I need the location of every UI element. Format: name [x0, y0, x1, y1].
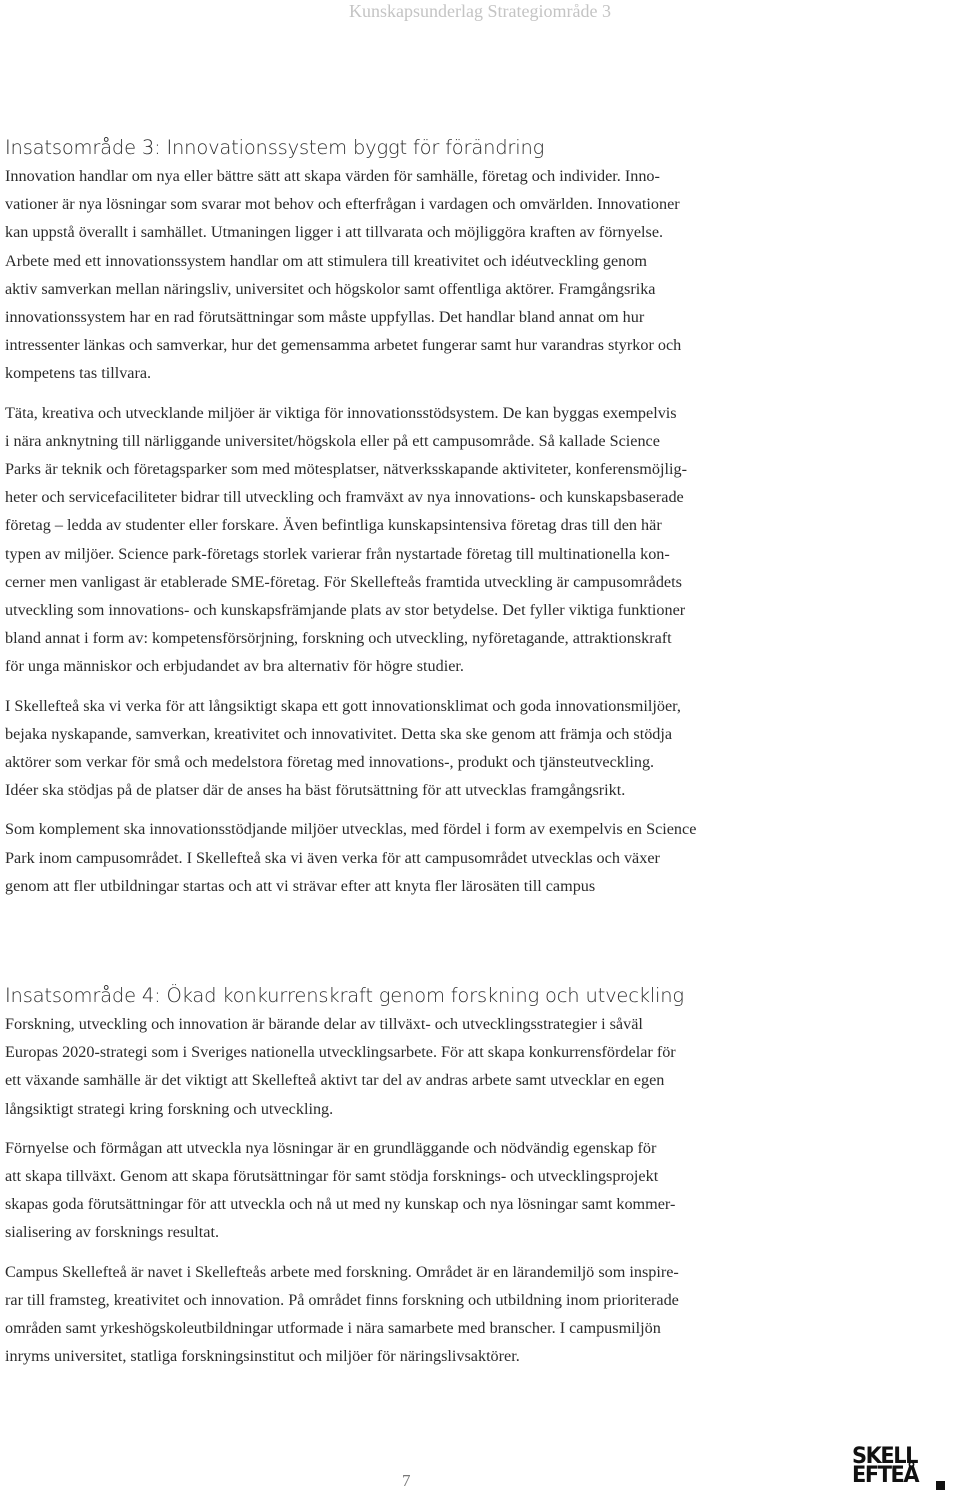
text-line: Europas 2020-strategi som i Sveriges nationella utvecklingsarbete. För att skapa konkurrensfördelar för	[5, 1043, 676, 1062]
body-paragraph	[5, 1258, 795, 1371]
text-line: Forskning, utveckling och innovation är bärande delar av tillväxt- och utvecklingsstrategier i såväl	[5, 1015, 643, 1033]
text-line: sialisering av forsknings resultat.	[5, 1223, 219, 1242]
text-line: heter och servicefaciliteter bidrar till utveckling och framväxt av nya innovations- och kunskapsbaserade	[5, 488, 684, 507]
logo-text-line-2: EFTEÅ	[852, 1463, 919, 1488]
text-line: typen av miljöer. Science park-företags storlek varierar från nystartade företag till multinationella kon-	[5, 544, 670, 563]
text-line: kompetens tas tillvara.	[5, 364, 152, 383]
text-line: cerner men vanligast är etablerade SME-företag. För Skellefteås framtida utveckling är campusområdets	[5, 572, 682, 591]
text-line: rar till framsteg, kreativitet och innovation. På området finns forskning och utbildning inom prioriterade	[5, 1290, 679, 1309]
text-line: Campus Skellefteå är navet i Skellefteås arbete med forskning. Området är en lärandemiljö som inspire-	[5, 1262, 679, 1281]
text-line: bejaka nyskapande, samverkan, kreativitet och innovativitet. Detta ska ske genom att främja och stödja	[5, 724, 673, 743]
text-line: skapas goda förutsättningar för att utveckla och nå ut med ny kunskap och nya lösningar samt kommer-	[5, 1195, 676, 1214]
text-line: Som komplement ska innovationsstödjande miljöer utvecklas, med fördel i form av exempelvis en Science	[5, 820, 697, 839]
text-line: utveckling som innovations- och kunskapsfrämjande plats av stor betydelse. Det fyller viktiga funktioner	[5, 601, 686, 620]
text-line: för unga människor och erbjudandet av bra alternativ för högre studier.	[5, 657, 464, 676]
text-line: intressenter länkas och samverkar, hur det gemensamma arbetet fungerar samt hur varandras styrkor och	[5, 336, 682, 355]
body-paragraph	[5, 399, 795, 681]
running-header: Kunskapsunderlag Strategiområde 3	[349, 1, 611, 21]
text-line: Arbete med ett innovationssystem handlar om att stimulera till kreativitet och idéutveckling genom	[5, 251, 647, 270]
body-paragraph	[5, 162, 795, 388]
logo-dot	[936, 1481, 945, 1490]
body-paragraph	[5, 1134, 795, 1247]
text-line: att skapa tillväxt. Genom att skapa förutsättningar för samt stödja forsknings- och utvecklingsprojekt	[5, 1167, 659, 1186]
section-insatsomrade-3	[5, 134, 795, 911]
body-paragraph	[5, 692, 795, 805]
text-line: Innovation handlar om nya eller bättre sätt att skapa värden för samhälle, företag och individer. Inno-	[5, 167, 660, 185]
text-line: Idéer ska stödjas på de platser där de anses ha bäst förutsättning för att utvecklas framgångsrikt.	[5, 781, 626, 800]
text-line: kan uppstå överallt i samhället. Utmaningen ligger i att tillvarata och möjliggöra kraften av förnyelse.	[5, 223, 664, 242]
text-line: inryms universitet, statliga forskningsinstitut och miljöer för näringslivsaktörer.	[5, 1347, 520, 1366]
text-line: genom att fler utbildningar startas och att vi strävar efter att knyta fler lärosäten till campus	[5, 876, 596, 895]
text-line: långsiktigt strategi kring forskning och utveckling.	[5, 1099, 334, 1118]
logo-text-line-1: SKELL	[852, 1444, 918, 1469]
text-line: ett växande samhälle är det viktigt att Skellefteå aktivt tar del av andras arbete samt utvecklar en egen	[5, 1071, 665, 1090]
text-line: Täta, kreativa och utvecklande miljöer är viktiga för innovationsstödsystem. De kan byggas exempelvis	[5, 403, 677, 422]
section-heading: Insatsområde 4: Ökad konkurrenskraft genom forskning och utveckling	[5, 984, 684, 1007]
body-paragraph	[5, 1010, 795, 1123]
skelleftea-logo	[852, 1444, 952, 1493]
text-line: aktörer som verkar för små och medelstora företag med innovations-, produkt och tjänsteutveckling.	[5, 753, 655, 772]
text-line: Parks är teknik och företagsparker som med mötesplatser, nätverksskapande aktiviteter, konferensmöjlig-	[5, 460, 687, 479]
text-line: Park inom campusområdet. I Skellefteå ska vi även verka för att campusområdet utvecklas och växer	[5, 848, 660, 867]
section-body	[5, 162, 795, 900]
body-paragraph	[5, 815, 795, 900]
text-line: i nära anknytning till närliggande universitet/högskola eller på ett campusområde. Så kallade Science	[5, 431, 660, 450]
section-body	[5, 1010, 795, 1370]
text-line: aktiv samverkan mellan näringsliv, universitet och högskolor samt offentliga aktörer. Framgångsrika	[5, 279, 656, 298]
text-line: I Skellefteå ska vi verka för att långsiktigt skapa ett gott innovationsklimat och goda innovationsmiljöer,	[5, 696, 681, 715]
text-line: Förnyelse och förmågan att utveckla nya lösningar är en grundläggande och nödvändig egenskap för	[5, 1138, 657, 1157]
text-line: vationer är nya lösningar som svarar mot behov och efterfrågan i vardagen och omvärlden. Innovationer	[5, 195, 680, 214]
text-line: bland annat i form av: kompetensförsörjning, forskning och utveckling, nyföretagande, attraktionskraft	[5, 629, 672, 648]
text-line: områden samt yrkeshögskoleutbildningar utformade i nära samarbete med branscher. I campusmiljön	[5, 1319, 661, 1338]
section-insatsomrade-4	[5, 982, 795, 1381]
page-number: 7	[402, 1471, 411, 1490]
text-line: företag – ledda av studenter eller forskare. Även befintliga kunskapsintensiva företag dras till den här	[5, 516, 662, 535]
section-heading: Insatsområde 3: Innovationssystem byggt för förändring	[5, 136, 545, 159]
text-line: innovationssystem har en rad förutsättningar som måste uppfyllas. Det handlar bland annat om hur	[5, 308, 645, 327]
